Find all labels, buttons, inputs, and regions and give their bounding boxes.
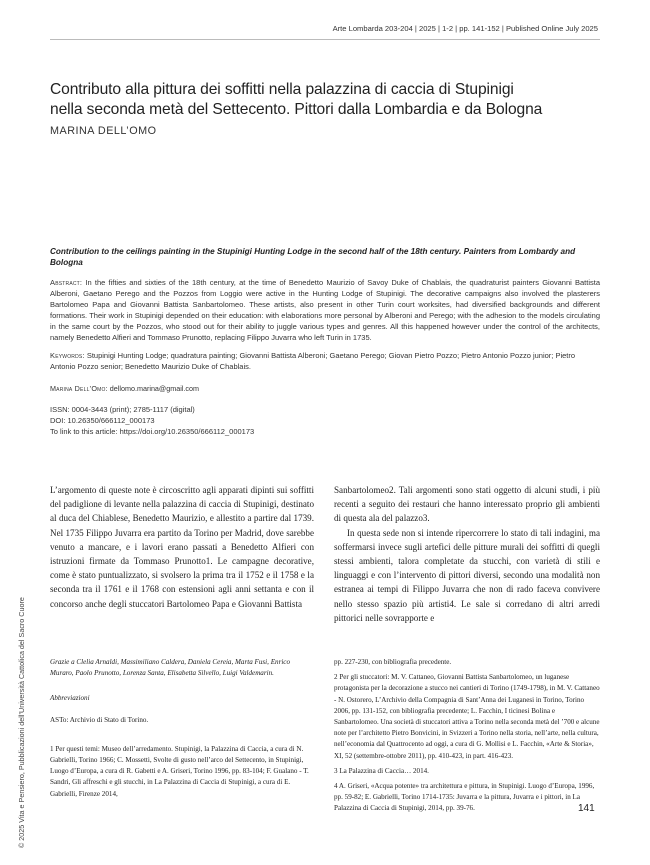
- footnote-continuation: pp. 227-230, con bibliografia precedente.: [334, 658, 452, 666]
- abstract-text: In the fifties and sixties of the 18th century, at the time of Benedetto Maurizio of Savoy Duke of Chablais, the quadraturist painters Giovanni Battista Alberoni, Gaetano Perego and the Pozzos from Loggio were active in the Hunting Lodge of Stupinigi. The decorative campaigns also involved the plasterers Bartolomeo Papa and Giovanni Battista Sanbartolomeo. These artists, also present in other Turin court worksites, had diversified backgrounds and different formations. Their work in Stupinigi depended on their education: with elaborations more personal by Alberoni and Perego; with the adhesion to the models circulating in the same court by the Pozzos, who stood out for their ability to juggle various types and genres. All this happened however under the control of the architects, namely Benedetto Alfieri and Tommaso Prunotto, replacing Filippo Juvarra who left Turin in 1735.: [50, 278, 601, 342]
- abbreviation-item: ASTo: Archivio di Stato di Torino.: [50, 715, 149, 724]
- author-name: MARINA DELL’OMO: [50, 125, 157, 137]
- footnotes-right: [334, 657, 600, 819]
- article-title: [50, 80, 600, 119]
- doi: DOI: 10.26350/666112_000173: [50, 415, 155, 425]
- title-line-1: Contributo alla pittura dei soffitti nella palazzina di caccia di Stupinigi: [50, 81, 514, 98]
- footnote-3: 3 La Palazzina di Caccia… 2014.: [334, 766, 429, 775]
- contact-email[interactable]: dellomo.marina@gmail.com: [109, 384, 199, 393]
- abbreviations-heading: Abbreviazioni: [50, 694, 90, 703]
- body-right-column: [334, 483, 600, 625]
- body-paragraph: In questa sede non si intende ripercorrere lo stato di tali indagini, ma soffermarsi invece sugli artefici delle pitture murali dei soffitti di quegli stessi ambienti, talora completate da stucchi, con varietà di stili e linguaggi e con l’intervento di pittori diversi, secondo una modalità non estranea ai tempi di Filippo Juvarra che non di rado faceva convivere nello stesso spazio più artisti4. Le sale si corredano di altri arredi pittorici nelle sovrapporte e: [334, 527, 600, 623]
- contact-label: Marina Dell’Omo:: [50, 384, 108, 393]
- side-copyright: © 2025 Vita e Pensiero, Pubblicazioni dell’Università Cattolica del Sacro Cuore: [17, 597, 26, 848]
- header-rule: [50, 39, 600, 40]
- body-paragraph: Sanbartolomeo2. Tali argomenti sono stati oggetto di alcuni studi, i più recenti a seguito dei restauri che hanno interessato proprio gli ambienti di questa ala del palazzo3.: [334, 485, 600, 524]
- title-line-2: nella seconda metà del Settecento. Pittori dalla Lombardia e da Bologna: [50, 100, 543, 118]
- page-number: 141: [578, 803, 595, 814]
- doi-link[interactable]: To link to this article: https://doi.org/10.26350/666112_000173: [50, 426, 255, 436]
- footnotes-left: [50, 657, 314, 804]
- footnote-2: 2 Per gli stuccatori: M. V. Cattaneo, Giovanni Battista Sanbartolomeo, un luganese protagonista per la decorazione a stucco nei cantieri di Torino (1749-1798), in M. V. Cattaneo - N. Ostorero, L’Archivio della Compagnia di Sant’Anna dei Luganesi in Torino, Torino 2006, pp. 131-152, con bibliografia precedente; L. Facchin, I ticinesi Bolina e Sanbartolomeo. Una società di stuccatori attiva a Torino nella seconda metà del ’700 e alcune note per l’architetto Pietro Bonvicini, in Svizzeri a Torino nella storia, nell’arte, nella cultura, nell’economia dal Quattrocento ad oggi, a cura di G. Mollisi e L. Facchin, «Arte & Storia», XI, 52 (settembre-ottobre 2011), pp. 410-423, in part. 416-423.: [334, 673, 600, 760]
- keywords: [50, 351, 600, 373]
- abstract: [50, 278, 600, 343]
- identifiers: [50, 405, 254, 437]
- footnote-1: 1 Per questi temi: Museo dell’arredamento. Stupinigi, la Palazzina di Caccia, a cura di N. Gabrielli, Torino 1966; C. Mossetti, Svolte di gusto nell’arco del Settecento, in Stupinigi, Luogo d’Europa, a cura di R. Gabetti e A. Griseri, Torino 1996, pp. 83-104; F. Gualano - T. Sandri, Gli affreschi e gli stucchi, in La Palazzina di Caccia di Stupinigi, a cura di E. Gabrielli, Firenze 2014,: [50, 744, 309, 798]
- keywords-label: Keywords:: [50, 351, 85, 360]
- abstract-label: Abstract:: [50, 278, 83, 287]
- english-title: Contribution to the ceilings painting in the Stupinigi Hunting Lodge in the second half of the 18th century. Painters from Lombardy and Bologna: [50, 247, 576, 267]
- contact-line: [50, 384, 199, 393]
- acknowledgements: Grazie a Clelia Arnaldi, Massimiliano Caldera, Daniela Cereia, Marta Fusi, Enrico Muraro, Paolo Prunotto, Lorenza Santa, Elisabetta Silvello, Luigi Valdemarin.: [50, 658, 290, 678]
- footnote-4: 4 A. Griseri, «Acqua potente» tra architettura e pittura, in Stupinigi. Luogo d’Europa, 1996, pp. 59-82; E. Gabrielli, Torino 1714-1735: Juvarra e la pittura, Juvarra e i pittori, in La Palazzina di Caccia di Stupinigi, 2014, pp. 39-76.: [334, 782, 595, 813]
- keywords-text: Stupinigi Hunting Lodge; quadratura painting; Giovanni Battista Alberoni; Gaetano Perego; Giovan Pietro Pozzo; Pietro Antonio Pozzo junior; Pietro Antonio Pozzo senior; Benedetto Maurizio Duke of Chablais.: [50, 351, 576, 371]
- issn: ISSN: 0004-3443 (print); 2785-1117 (digital): [50, 405, 195, 414]
- body-left-column: L’argomento di queste note è circoscritto agli apparati dipinti sui soffitti del padiglione di levante nella palazzina di caccia di Stupinigi, destinato al duca del Chiablese, Benedetto Maurizio, e allestito a partire dal 1739. Nel 1735 Filippo Juvarra era partito da Torino per Madrid, dove sarebbe venuto a mancare, e i lavori erano passati a Benedetto Alfieri con istruzioni firmate da Tommaso Prunotto1. Le campagne decorative, come è stato puntualizzato, si svolsero la prima tra il 1752 e il 1758 e la seconda tra il 1761 e il 1768 con estensioni agli anni settanta e con il concorso anche degli stuccatori Bartolomeo Papa e Giovanni Battista: [50, 485, 314, 609]
- running-head: Arte Lombarda 203-204 | 2025 | 1-2 | pp. 141-152 | Published Online July 2025: [332, 24, 598, 33]
